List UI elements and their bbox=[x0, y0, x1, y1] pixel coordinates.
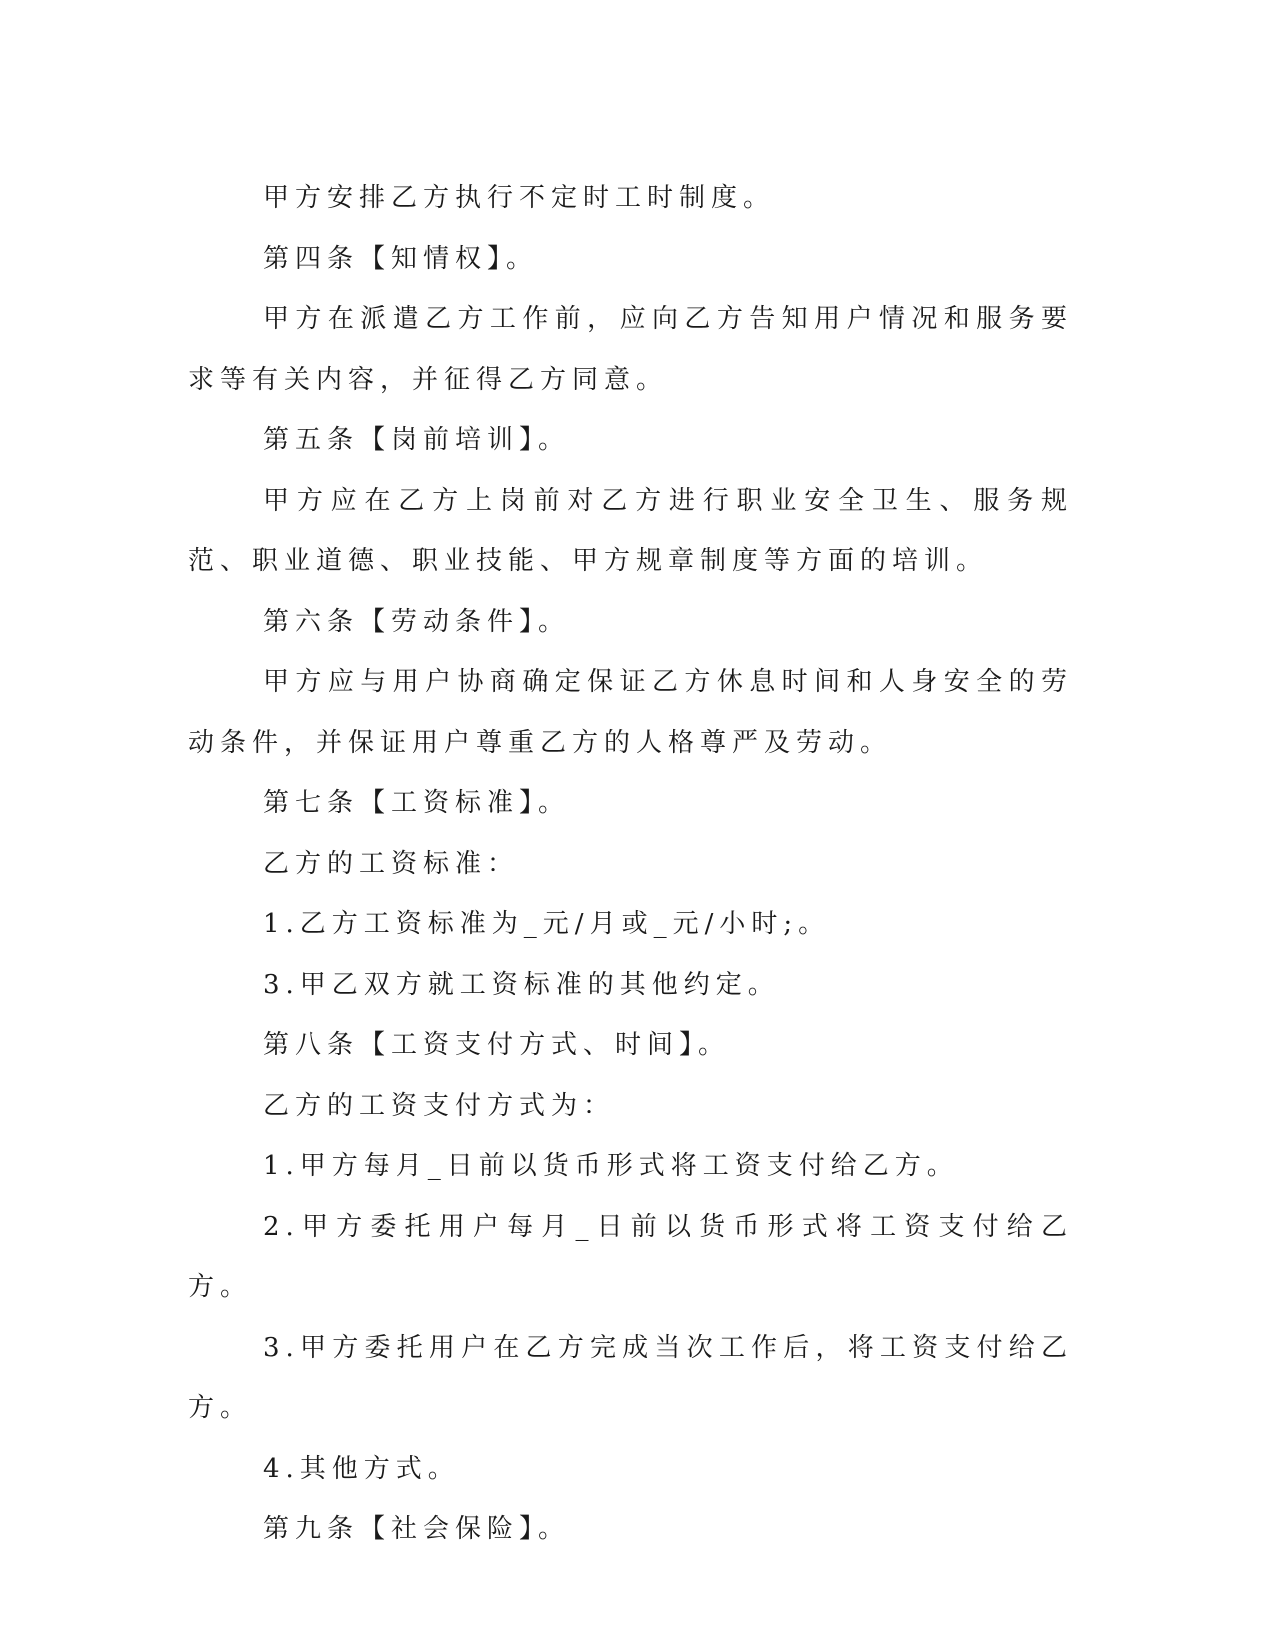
list-item-payment-3: 3.甲方委托用户在乙方完成当次工作后，将工资支付给乙方。 bbox=[188, 1332, 1073, 1423]
paragraph-work-hours: 甲方安排乙方执行不定时工时制度。 bbox=[263, 183, 776, 213]
paragraph-wage-standard-intro: 乙方的工资标准： bbox=[263, 848, 520, 879]
paragraph-working-conditions: 甲方应与用户协商确定保证乙方休息时间和人身安全的劳动条件，并保证用户尊重乙方的人格尊严及劳动。 bbox=[188, 667, 1073, 758]
article-5-heading: 第五条【岗前培训】。 bbox=[263, 425, 571, 455]
list-item-payment-4: 4.其他方式。 bbox=[263, 1453, 460, 1484]
article-4-heading: 第四条【知情权】。 bbox=[263, 243, 539, 274]
paragraph-payment-method-intro: 乙方的工资支付方式为： bbox=[263, 1090, 616, 1121]
list-item-wage-standard-3: 3.甲乙双方就工资标准的其他约定。 bbox=[263, 969, 780, 1000]
article-9-heading: 第九条【社会保险】。 bbox=[263, 1514, 571, 1544]
paragraph-right-to-know: 甲方在派遣乙方工作前，应向乙方告知用户情况和服务要求等有关内容，并征得乙方同意。 bbox=[188, 304, 1073, 395]
article-7-heading: 第七条【工资标准】。 bbox=[263, 788, 571, 818]
list-item-wage-standard-1: 1.乙方工资标准为_元/月或_元/小时;。 bbox=[263, 909, 831, 939]
article-8-heading: 第八条【工资支付方式、时间】。 bbox=[263, 1030, 731, 1060]
document-body bbox=[188, 168, 1073, 1560]
paragraph-pre-job-training: 甲方应在乙方上岗前对乙方进行职业安全卫生、服务规范、职业道德、职业技能、甲方规章制度等方面的培训。 bbox=[188, 485, 1073, 576]
list-item-payment-2: 2.甲方委托用户每月_日前以货币形式将工资支付给乙方。 bbox=[188, 1211, 1073, 1302]
article-6-heading: 第六条【劳动条件】。 bbox=[263, 606, 571, 637]
list-item-payment-1: 1.甲方每月_日前以货币形式将工资支付给乙方。 bbox=[263, 1151, 959, 1181]
